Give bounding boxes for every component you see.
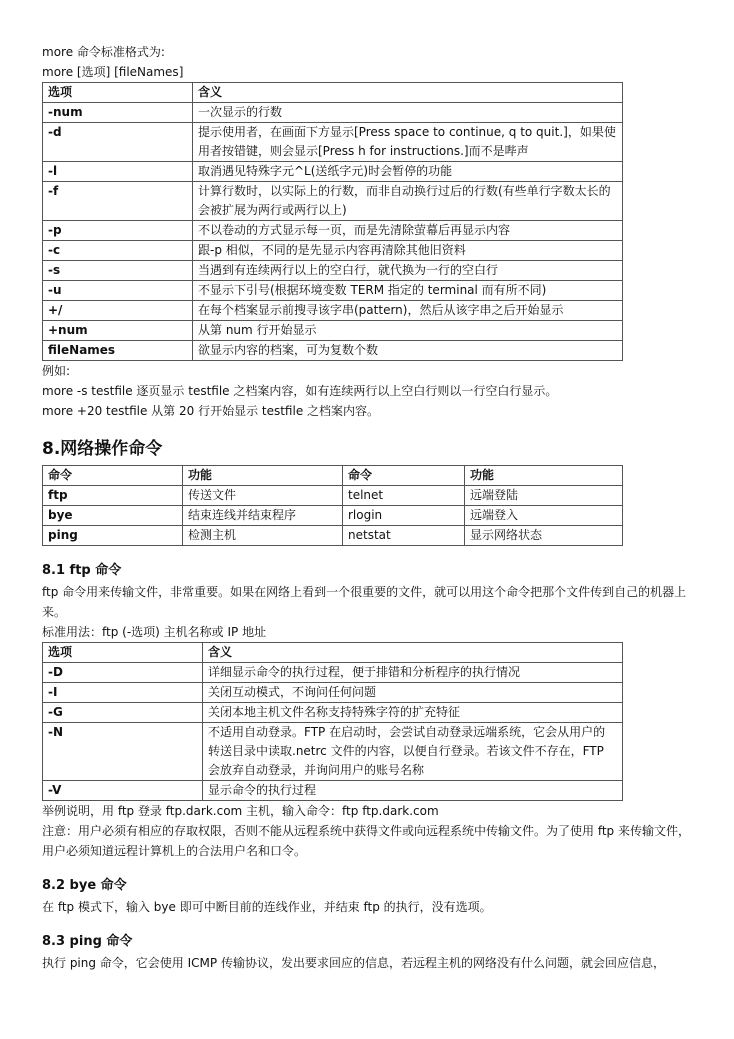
option-cell: -s — [43, 261, 193, 281]
table-header-row — [43, 83, 623, 103]
description-cell: 当遇到有连续两行以上的空白行，就代换为一行的空白行 — [193, 261, 623, 281]
table-header-row — [43, 643, 623, 663]
section-8-2-desc: 在 ftp 模式下，输入 bye 即可中断目前的连线作业，并结束 ftp 的执行，没有选项。 — [42, 900, 492, 914]
option-cell: -d — [43, 123, 193, 162]
table-row — [43, 321, 623, 341]
description-cell: 关闭本地主机文件名称支持特殊字符的扩充特征 — [203, 703, 623, 723]
option-cell: -G — [43, 703, 203, 723]
description-cell: rlogin — [343, 506, 465, 526]
section-8-1-title: 8.1 ftp 命令 — [42, 563, 122, 578]
section-8-title: 8.网络操作命令 — [42, 439, 163, 459]
description-cell: 传送文件 — [183, 486, 343, 506]
intro-line-2: more [选项] [fileNames] — [42, 65, 184, 79]
description-cell: 计算行数时，以实际上的行数，而非自动换行过后的行数(有些单行字数太长的会被扩展为两行或两行以上) — [193, 182, 623, 221]
description-cell: 检测主机 — [183, 526, 343, 546]
description-cell: 结束连线并结束程序 — [183, 506, 343, 526]
examples-label: 例如: — [42, 364, 71, 378]
description-cell: 不以卷动的方式显示每一页，而是先清除萤幕后再显示内容 — [193, 221, 623, 241]
description-cell: 欲显示内容的档案，可为复数个数 — [193, 341, 623, 361]
description-cell: 跟-p 相似，不同的是先显示内容再清除其他旧资料 — [193, 241, 623, 261]
description-cell: 关闭互动模式，不询问任何问题 — [203, 683, 623, 703]
option-cell: ping — [43, 526, 183, 546]
table-row — [43, 103, 623, 123]
description-cell: 显示命令的执行过程 — [203, 781, 623, 801]
table-row — [43, 123, 623, 162]
option-cell: ftp — [43, 486, 183, 506]
table-header-row — [43, 466, 623, 486]
description-cell: 在每个档案显示前搜寻该字串(pattern)，然后从该字串之后开始显示 — [193, 301, 623, 321]
option-cell: -D — [43, 663, 203, 683]
ftp-example: 举例说明，用 ftp 登录 ftp.dark.com 主机，输入命令：ftp ftp.dark.com — [42, 804, 439, 818]
description-cell: 远端登入 — [465, 506, 623, 526]
table-row — [43, 221, 623, 241]
option-cell: -N — [43, 723, 203, 781]
table-row — [43, 281, 623, 301]
table-row — [43, 486, 623, 506]
description-cell: telnet — [343, 486, 465, 506]
description-cell: 一次显示的行数 — [193, 103, 623, 123]
option-cell: bye — [43, 506, 183, 526]
description-cell: 不显示下引号(根据环境变数 TERM 指定的 terminal 而有所不同) — [193, 281, 623, 301]
ftp-options-table — [42, 642, 623, 801]
section-8-3-title: 8.3 ping 命令 — [42, 934, 133, 949]
column-header: 含义 — [203, 643, 623, 663]
option-cell: -V — [43, 781, 203, 801]
description-cell: 详细显示命令的执行过程，便于排错和分析程序的执行情况 — [203, 663, 623, 683]
ftp-usage: 标准用法：ftp (-选项) 主机名称或 IP 地址 — [42, 625, 267, 639]
option-cell: fileNames — [43, 341, 193, 361]
description-cell: 提示使用者，在画面下方显示[Press space to continue, q to quit.]，如果使用者按错键，则会显示[Press h for instructions.]而不是哔声 — [193, 123, 623, 162]
table-row — [43, 301, 623, 321]
section-8-3-desc: 执行 ping 命令，它会使用 ICMP 传输协议，发出要求回应的信息，若远程主机的网络没有什么问题，就会回应信息， — [42, 956, 665, 970]
column-header: 选项 — [43, 643, 203, 663]
description-cell: 远端登陆 — [465, 486, 623, 506]
column-header: 命令 — [343, 466, 465, 486]
table-row — [43, 683, 623, 703]
network-commands-table — [42, 465, 623, 546]
option-cell: -u — [43, 281, 193, 301]
table-row — [43, 663, 623, 683]
table-row — [43, 703, 623, 723]
document-page — [42, 42, 697, 973]
section-8-2-title: 8.2 bye 命令 — [42, 878, 127, 893]
column-header: 含义 — [193, 83, 623, 103]
column-header: 功能 — [183, 466, 343, 486]
intro-line-1: more 命令标准格式为: — [42, 45, 165, 59]
description-cell: 取消遇见特殊字元^L(送纸字元)时会暂停的功能 — [193, 162, 623, 182]
table-row — [43, 261, 623, 281]
table-row — [43, 506, 623, 526]
option-cell: -num — [43, 103, 193, 123]
description-cell: 从第 num 行开始显示 — [193, 321, 623, 341]
table-row — [43, 241, 623, 261]
table-row — [43, 781, 623, 801]
column-header: 选项 — [43, 83, 193, 103]
table-row — [43, 182, 623, 221]
table-row — [43, 162, 623, 182]
example-1: more -s testfile 逐页显示 testfile 之档案内容，如有连续两行以上空白行则以一行空白行显示。 — [42, 384, 558, 398]
option-cell: -f — [43, 182, 193, 221]
option-cell: +num — [43, 321, 193, 341]
table-row — [43, 526, 623, 546]
table-row — [43, 723, 623, 781]
ftp-note: 注意：用户必须有相应的存取权限，否则不能从远程系统中获得文件或向远程系统中传输文件。为了使用 ftp 来传输文件，用户必须知道远程计算机上的合法用户名和口令。 — [42, 824, 690, 858]
option-cell: -c — [43, 241, 193, 261]
option-cell: -I — [43, 683, 203, 703]
description-cell: netstat — [343, 526, 465, 546]
description-cell: 不适用自动登录。FTP 在启动时，会尝试自动登录远端系统，它会从用户的转送目录中读取.netrc 文件的内容，以便自行登录。若该文件不存在，FTP 会放弃自动登录，并询问用户的账号名称 — [203, 723, 623, 781]
column-header: 功能 — [465, 466, 623, 486]
column-header: 命令 — [43, 466, 183, 486]
section-8-1-desc: ftp 命令用来传输文件，非常重要。如果在网络上看到一个很重要的文件，就可以用这个命令把那个文件传到自己的机器上来。 — [42, 585, 687, 619]
description-cell: 显示网络状态 — [465, 526, 623, 546]
example-2: more +20 testfile 从第 20 行开始显示 testfile 之档案内容。 — [42, 404, 380, 418]
option-cell: -l — [43, 162, 193, 182]
more-options-table — [42, 82, 623, 361]
table-row — [43, 341, 623, 361]
option-cell: -p — [43, 221, 193, 241]
option-cell: +/ — [43, 301, 193, 321]
